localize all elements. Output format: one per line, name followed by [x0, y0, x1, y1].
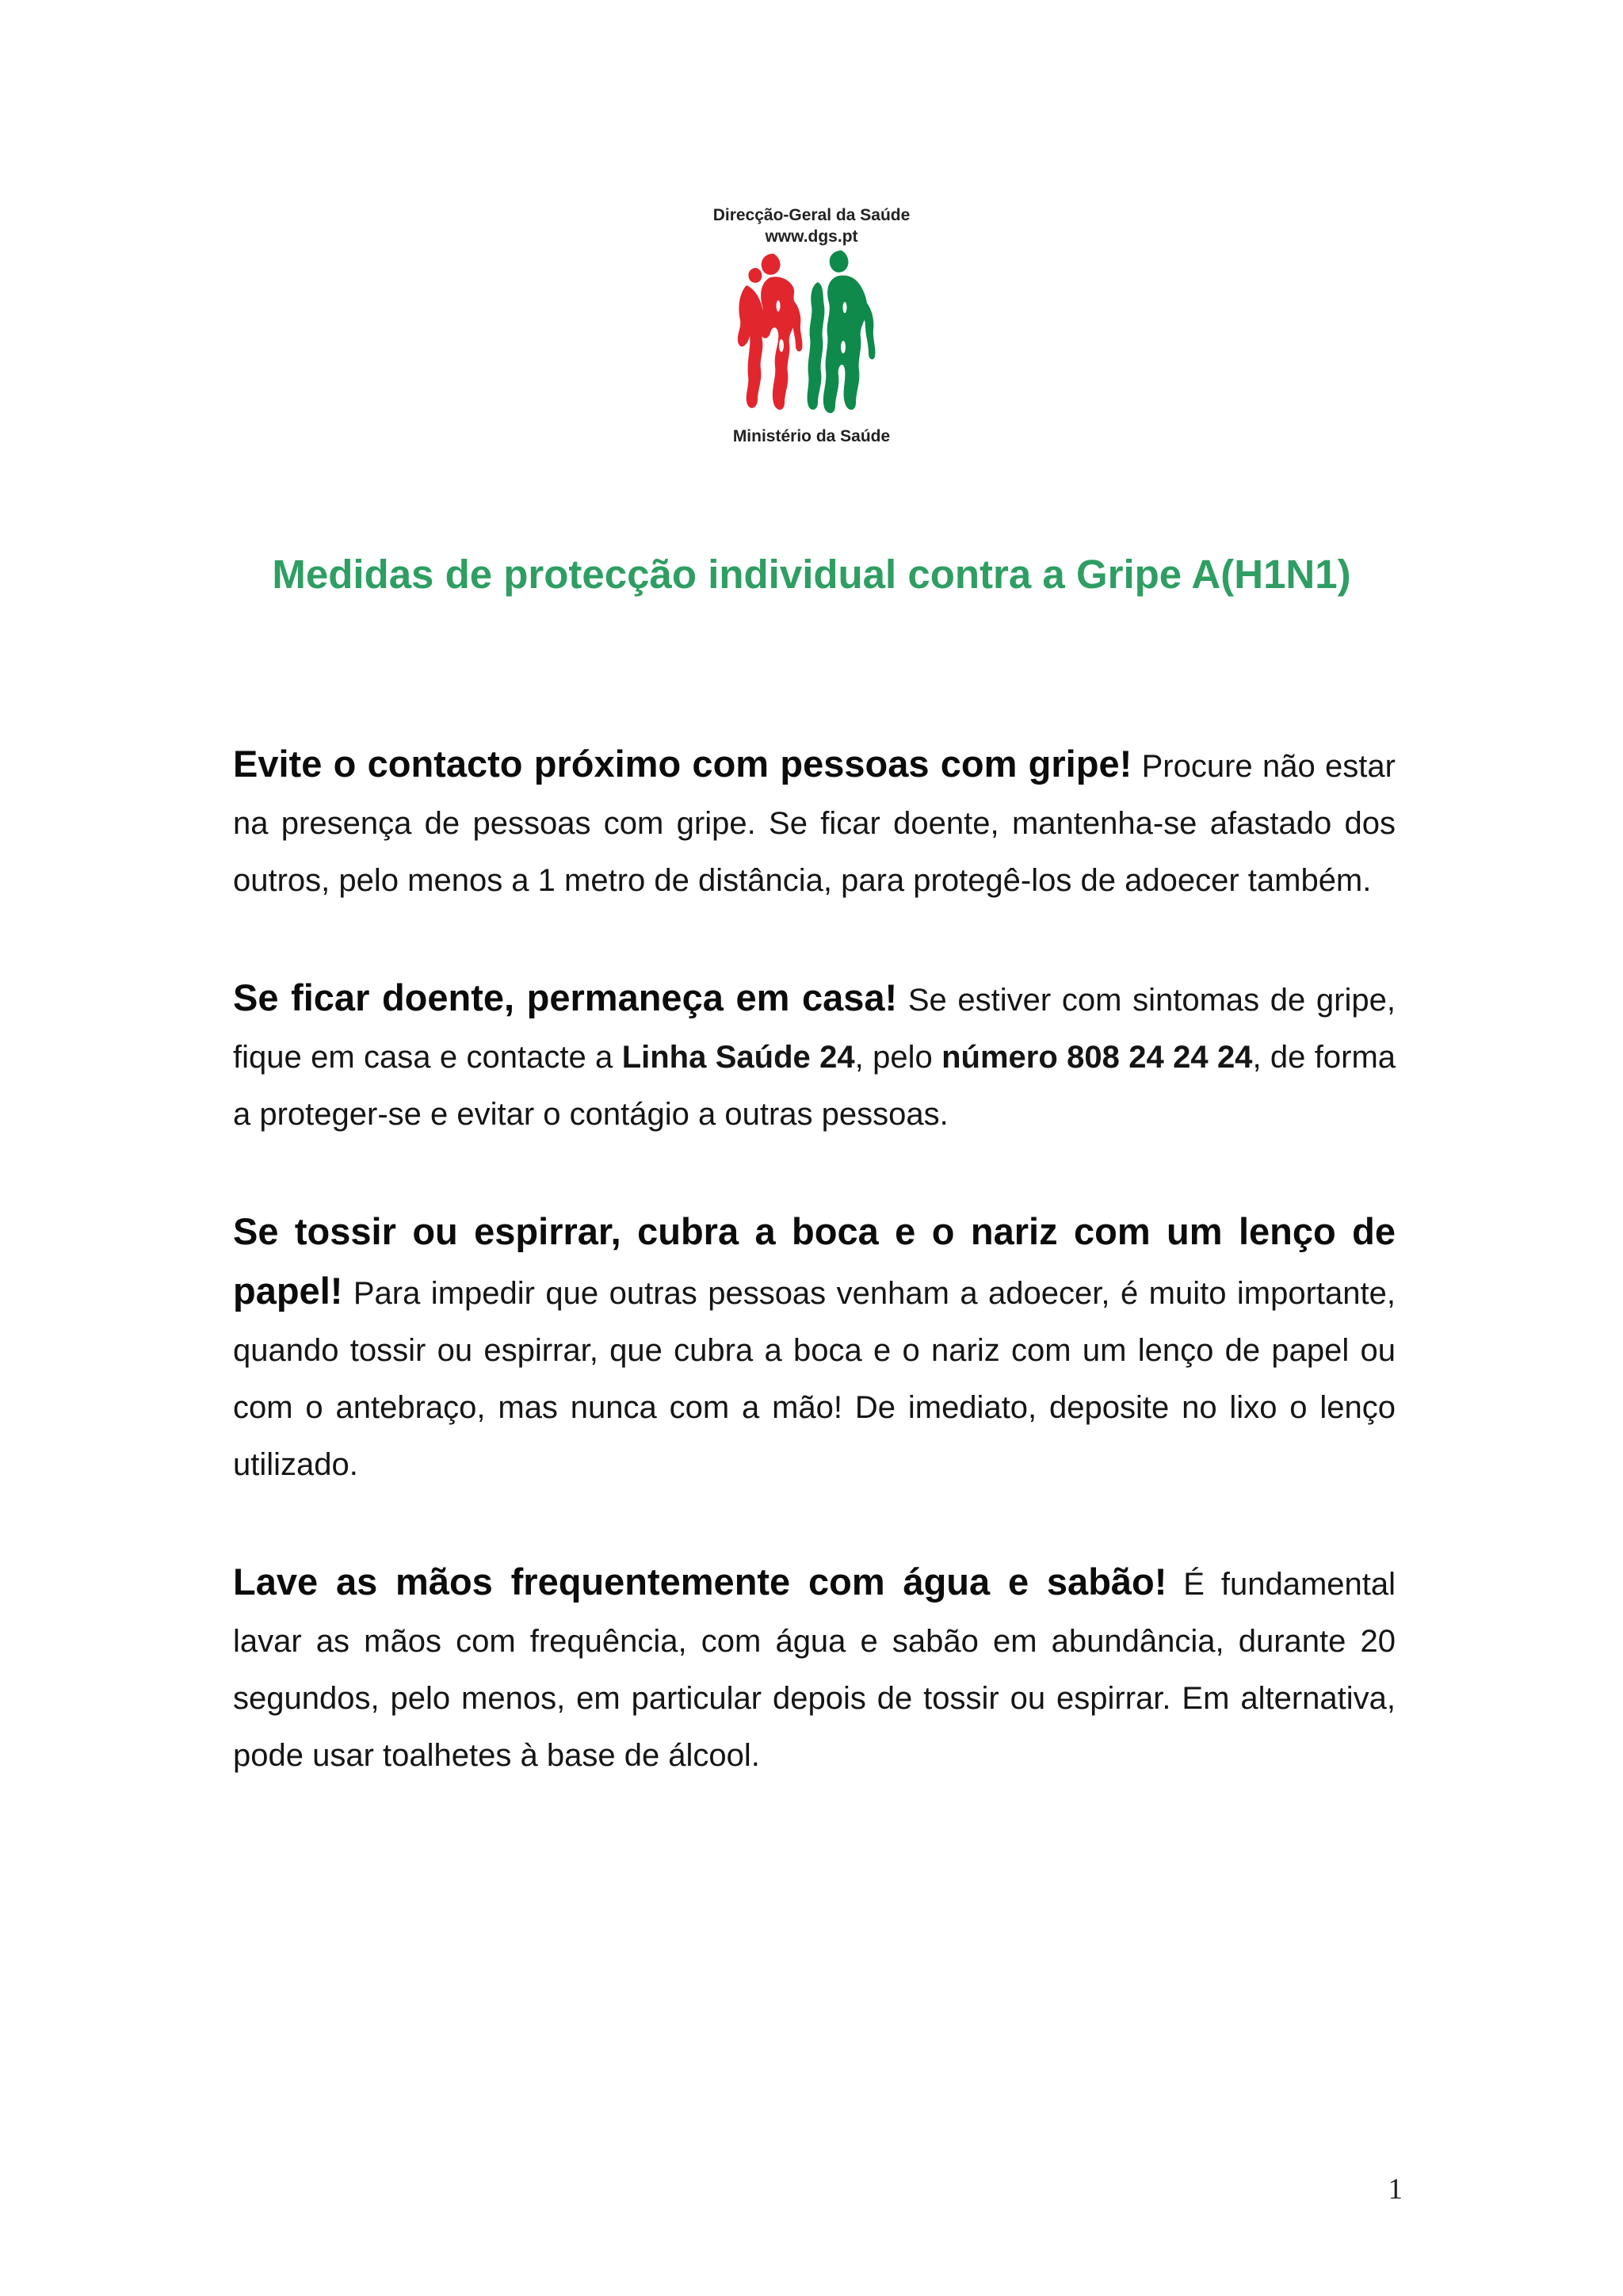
document-title: Medidas de protecção individual contra a Gripe A(H1N1) — [272, 552, 1351, 597]
document-body — [233, 735, 1396, 1844]
section-4-heading: Lave as mãos frequentemente com água e sabão! — [233, 1561, 1167, 1603]
section-1-heading: Evite o contacto próximo com pessoas com gripe! — [233, 743, 1132, 785]
section-1-text: Procure não estar na presença de pessoas com gripe. Se ficar doente, mantenha-se afastado dos outros, pelo menos a 1 metro de distância, para protegê-los de adoecer também. — [233, 749, 1396, 898]
logo-org-name: Direcção-Geral da Saúde — [712, 206, 911, 224]
dgs-logo — [685, 204, 938, 458]
section-2-heading: Se ficar doente, permaneça em casa! — [233, 976, 898, 1018]
logo-ministry: Ministério da Saúde — [732, 427, 891, 445]
section-3-heading: Se tossir ou espirrar, cubra a boca e o nariz com um lenço de papel! — [233, 1210, 1396, 1312]
section-2-text-before: Se estiver com sintomas de gripe, fique em casa e contacte a — [233, 983, 1396, 1075]
page-number: 1 — [1388, 2173, 1403, 2206]
section-4-text: É fundamental lavar as mãos com frequência, com água e sabão em abundância, durante 20 segundos, pelo menos, em particular depois de tossir ou espirrar. Em alternativa, pode usar toalhetes à base de álcool. — [233, 1567, 1396, 1773]
section-2-text-mid: , pelo — [854, 1040, 933, 1075]
section-4 — [233, 1553, 1396, 1784]
section-2-text-after: , de forma a proteger-se e evitar o contágio a outras pessoas. — [233, 1040, 1396, 1132]
section-3 — [233, 1203, 1396, 1493]
section-2-phone-number: número 808 24 24 24 — [941, 1040, 1253, 1075]
section-2 — [233, 969, 1396, 1143]
section-2-service-name: Linha Saúde 24 — [621, 1040, 855, 1075]
logo-website: www.dgs.pt — [765, 227, 858, 246]
section-3-text: Para impedir que outras pessoas venham a adoecer, é muito importante, quando tossir ou espirrar, que cubra a boca e o nariz com um lenço de papel ou com o antebraço, mas nunca com a mão! De imediato, deposite no lixo o lenço utilizado. — [233, 1276, 1396, 1482]
logo-figures-icon — [732, 250, 891, 421]
section-1 — [233, 735, 1396, 909]
